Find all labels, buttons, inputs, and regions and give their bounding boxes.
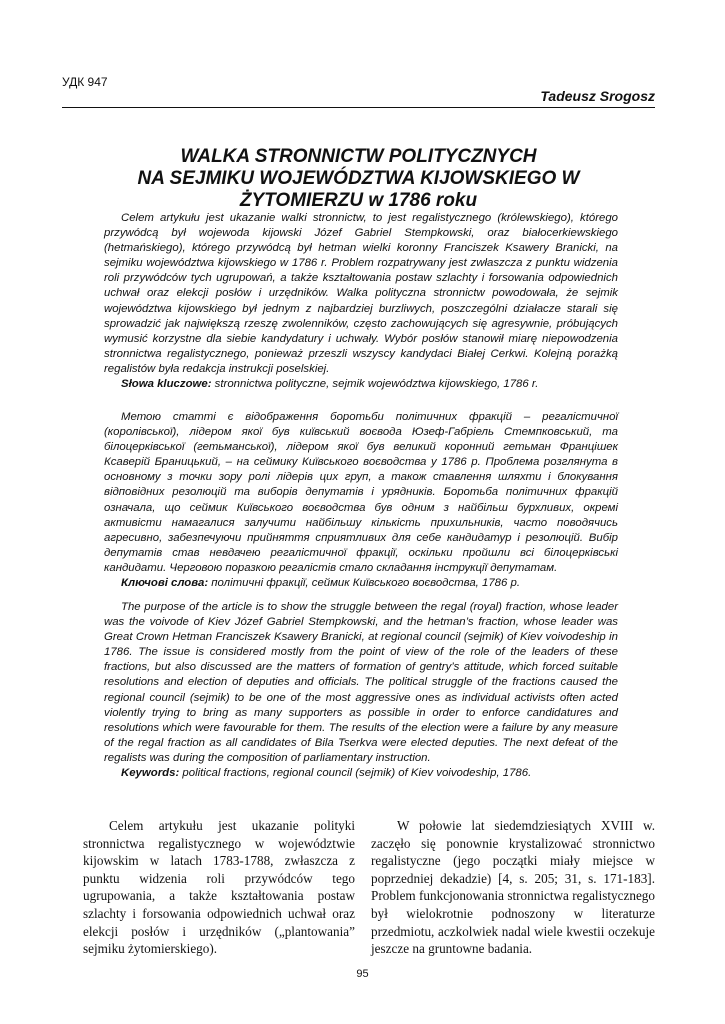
abstract-english [104, 600, 618, 781]
page-number: 95 [356, 968, 369, 980]
body-column-right [371, 817, 655, 958]
abstract-ukrainian [104, 410, 618, 591]
title-line-2: NA SEJMIKU WOJEWÓDZTWA KIJOWSKIEGO W [137, 168, 580, 189]
title-line-1: WALKA STRONNICTW POLITYCZNYCH [180, 146, 537, 167]
udk-code: УДК 947 [62, 75, 108, 89]
title-line-3: ŻYTOMIERZU w 1786 roku [239, 190, 478, 211]
keywords-ukrainian-values: політичні фракції, сеймик Київського воєводства, 1786 р. [208, 577, 521, 590]
keywords-english-label: Keywords: [121, 767, 180, 780]
keywords-ukrainian-label: Ключові слова: [121, 577, 209, 590]
keywords-ukrainian [104, 576, 618, 591]
keywords-polish-values: stronnictwa polityczne, sejmik województwa kijowskiego, 1786 r. [211, 378, 539, 391]
abstract-polish-text: Celem artykułu jest ukazanie walki stronnictw, to jest regalistycznego (królewskiego), którego przywódcą był wojewoda kijowski Józef Gabriel Stempkowski, oraz białocerkiewskiego (hetmańskiego), którego przywódcą był hetman wielki koronny Franciszek Ksawery Branicki, na sejmiku województwa kijowskiego w 1786 r. Problem rozpatrywany jest zwłaszcza z punktu widzenia roli przywódców tych ugrupowań, a także kształtowania postaw szlachty i forsowania odpowiednich uchwał oraz elekcji posłów i urzędników. Walka polityczna stronnictw powodowała, że sejmik województwa kijowskiego był jednym z najbardziej burzliwych, poszczególni działacze starali się sprowadzić jak największą rzeszę zwolenników, często zachowujących się agresywnie, próbujących wymusić korzystne dla siebie kandydatury i uchwały. Wybór posłów stanowił miarę niepowodzenia stronnictwa regalistycznego, ponieważ przeszli wszyscy kandydaci Białej Cerkwi. Kolejną porażką regalistów była redakcja instrukcji poselskiej. [104, 212, 618, 375]
article-title [62, 146, 655, 212]
body-column-left [83, 817, 355, 958]
abstract-english-text: The purpose of the article is to show the struggle between the regal (royal) fraction, whose leader was the voivode of Kiev Józef Gabriel Stempkowski, and the hetman’s fraction, whose leader was Great Crown Hetman Franciszek Ksawery Branicki, at regional council (sejmik) of Kiev voivodeship in 1786. The issue is considered mostly from the point of view of the role of the leaders of these fractions, but also discussed are the matters of formation of gentry’s attitude, which forced suitable resolutions and election of deputies and officials. The political struggle of the fractions caused the regional council (sejmik) to be one of the most aggressive ones as individual activists often acted violently trying to bring as many supporters as possible in order to enforce candidatures and resolutions which were favourable for them. The results of the election were a failure by any measure of the regal fraction as all candidates of Bila Tserkva were elected deputies. The next defeat of the regalists was during the composition of parliamentary instruction. [104, 601, 618, 764]
abstract-polish [104, 211, 618, 392]
body-paragraph-right: W połowie lat siedemdziesiątych XVIII w. zaczęło się ponownie krystalizować stronnictwo regalistyczne (jego początki miały miejsce w poprzedniej dekadzie) [4, s. 205; 31, s. 171-183]. Problem funkcjonowania stronnictwa regalistycznego był wielokrotnie podnoszony w literaturze przedmiotu, aczkolwiek nadal wiele kwestii oczekuje jeszcze na gruntowne badania. [371, 818, 655, 957]
keywords-polish-label: Słowa kluczowe: [121, 378, 212, 391]
body-paragraph-left: Celem artykułu jest ukazanie polityki stronnictwa regalistycznego w województwie kijowskim w latach 1783-1788, zwłaszcza z punktu widzenia roli przywódców tego ugrupowania, a także kształtowania postaw szlachty i forsowania odpowiednich uchwał oraz elekcji posłów i urzędników („plantowania” sejmiku żytomierskiego). [83, 818, 355, 957]
keywords-polish [104, 377, 618, 392]
keywords-english-values: political fractions, regional council (sejmik) of Kiev voivodeship, 1786. [179, 767, 532, 780]
author-name: Tadeusz Srogosz [540, 88, 655, 104]
abstract-ukrainian-text: Метою статті є відображення боротьби політичних фракцій – регалістичної (королівської), лідером якої був київський воєвода Юзеф-Габріель Стемпковський, та білоцерківської (гетьманської), лідером якої був великий коронний гетьман Францішек Ксаверій Браницький, – на сеймику Київського воєводства у 1786 р. Проблема розглянута в основному з точки зору ролі лідерів цих груп, а також ставлення шляхти і блокування відповідних резолюцій та виборів депутатів і урядників. Боротьба політичних фракцій означала, що сеймик Київського воєводства був одним з найбільш бурхливих, окремі активісти намагалися залучити найбільшу кількість прихильників, часто поводячись агресивно, забезпечуючи прийняття сприятливих для себе кандидатур і резолюцій. Вибір депутатів став невдачею регалістичної фракції, оскільки пройшли всі білоцерківські кандидати. Черговою поразкою регалістів стало складання інструкції депутатам. [104, 411, 618, 574]
keywords-english [104, 766, 618, 781]
header-rule [62, 107, 655, 108]
